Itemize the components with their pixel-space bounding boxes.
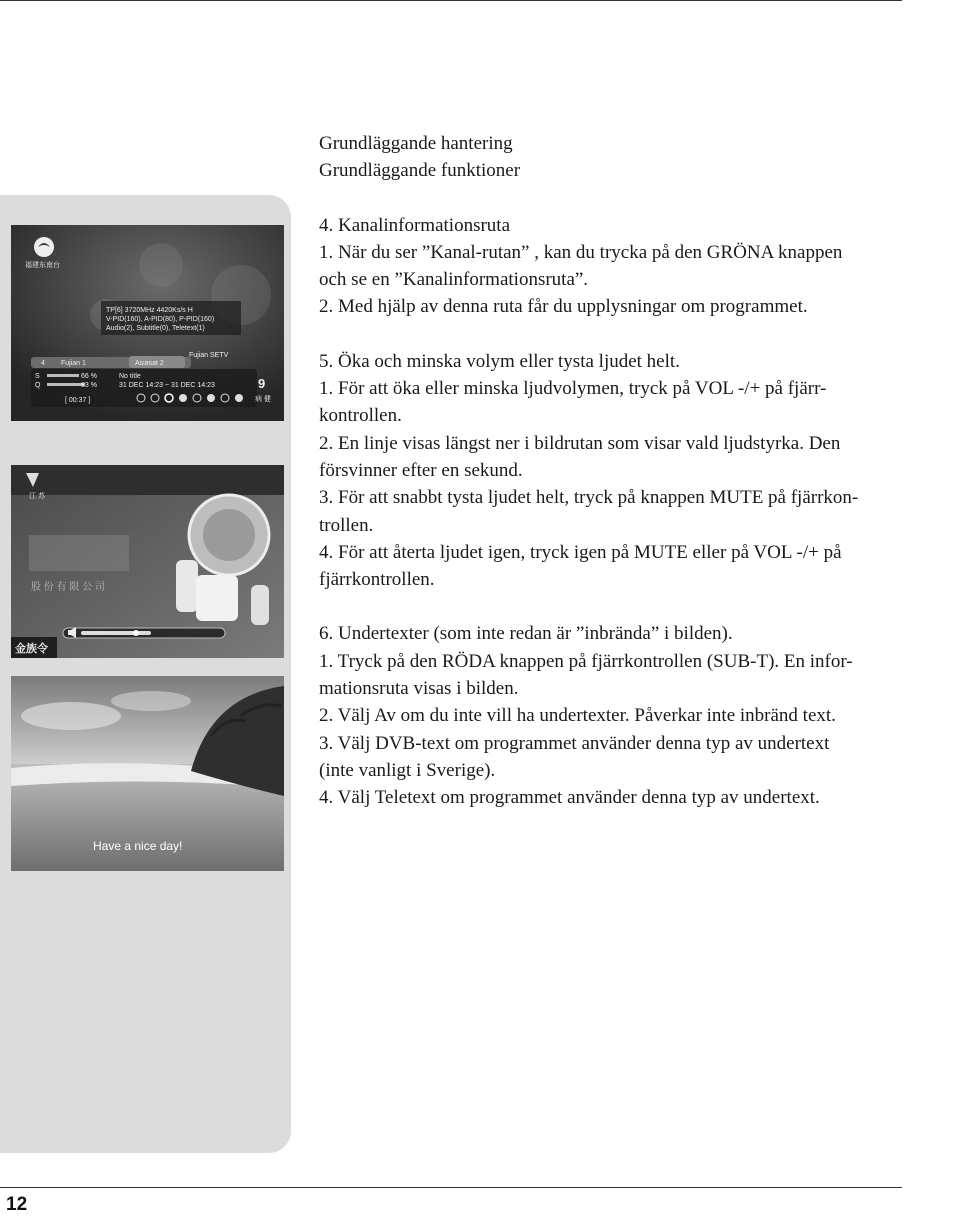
subtitle-text: Have a nice day! bbox=[93, 839, 183, 853]
channel-info-screenshot bbox=[11, 225, 284, 421]
service-name: Fujian SETV bbox=[189, 352, 229, 359]
section-4-title: 4. Kanalinformationsruta bbox=[319, 214, 511, 236]
section-6-line: mationsruta visas i bilden. bbox=[319, 678, 519, 700]
corner-text: 病 健 bbox=[255, 396, 271, 403]
section-5-line: 1. För att öka eller minska ljudvolymen, tryck på VOL -/+ på fjärr- bbox=[319, 378, 827, 400]
section-5-line: 4. För att återta ljudet igen, tryck igen på MUTE eller på VOL -/+ på bbox=[319, 541, 842, 563]
signal-quality-value: 83 % bbox=[81, 382, 97, 389]
section-6-line: 4. Välj Teletext om programmet använder denna typ av undertext. bbox=[319, 787, 820, 809]
clock-readout: [ 00:37 ] bbox=[65, 397, 91, 404]
footer-rule bbox=[0, 1187, 902, 1188]
section-6-line: 3. Välj DVB-text om programmet använder denna typ av undertext bbox=[319, 732, 830, 754]
tp-line-3: Audio(2), Subtitle(0), Teletext(1) bbox=[106, 325, 205, 332]
section-5-line: fjärrkontrollen. bbox=[319, 569, 435, 591]
section-6-line: (inte vanligt i Sverige). bbox=[319, 759, 496, 781]
section-6-title: 6. Undertexter (som inte redan är ”inbrända” i bilden). bbox=[319, 623, 733, 645]
page-number: 12 bbox=[6, 1194, 28, 1215]
channel-name: Fujian 1 bbox=[61, 360, 86, 367]
subtitle-screenshot bbox=[11, 676, 284, 871]
section-4-line: och se en ”Kanalinformationsruta”. bbox=[319, 269, 589, 291]
section-6-line: 2. Välj Av om du inte vill ha undertexter. Påverkar inte inbränd text. bbox=[319, 705, 836, 727]
tp-line-2: V-PID(160), A-PID(80), P-PID(160) bbox=[106, 316, 215, 323]
satellite-name: Asiasat 2 bbox=[135, 360, 164, 367]
section-4-line: 1. När du ser ”Kanal-rutan” , kan du trycka på den GRÖNA knappen bbox=[319, 241, 843, 263]
section-5-line: trollen. bbox=[319, 514, 374, 536]
bottle-icon bbox=[176, 560, 198, 612]
jug-icon bbox=[196, 575, 238, 621]
section-6-line: 1. Tryck på den RÖDA knappen på fjärrkontrollen (SUB-T). En infor- bbox=[319, 650, 853, 672]
section-4-line: 2. Med hjälp av denna ruta får du upplysningar om programmet. bbox=[319, 296, 808, 318]
corner-logo: 金族令 bbox=[15, 643, 48, 655]
text-column bbox=[319, 130, 949, 812]
signal-strength-bar bbox=[47, 374, 79, 377]
volume-level bbox=[81, 631, 151, 635]
heading-1: Grundläggande hantering bbox=[319, 133, 513, 154]
section-5-line: 2. En linje visas längst ner i bildrutan som visar vald ljudstyrka. Den bbox=[319, 432, 841, 454]
section-5-line: 3. För att snabbt tysta ljudet helt, tryck på knappen MUTE på fjärrkon- bbox=[319, 487, 859, 509]
tp-line-1: TP[6] 3720MHz 4420Ks/s H bbox=[106, 307, 193, 314]
small-bottle-icon bbox=[251, 585, 269, 625]
beach-image bbox=[11, 676, 284, 871]
section-5-line: kontrollen. bbox=[319, 405, 402, 427]
volume-image bbox=[11, 465, 284, 658]
signal-strength-label: S bbox=[35, 373, 40, 380]
signal-quality-label: Q bbox=[35, 382, 41, 389]
section-5-line: försvinner efter en sekund. bbox=[319, 459, 523, 481]
number-badge: 9 bbox=[258, 376, 266, 391]
program-time-range: 31 DEC 14:23 ~ 31 DEC 14:23 bbox=[119, 382, 215, 389]
section-5-title: 5. Öka och minska volym eller tysta ljudet helt. bbox=[319, 350, 680, 372]
signal-strength-value: 66 % bbox=[81, 373, 97, 380]
company-text: 股 份 有 限 公 司 bbox=[31, 582, 105, 593]
channel-info-image bbox=[11, 225, 284, 421]
channel-number: 4 bbox=[41, 360, 45, 367]
channel-logo-text: 福建东南台 bbox=[25, 262, 60, 269]
channel-logo-icon bbox=[34, 237, 54, 257]
station-label: 江 苏 bbox=[29, 493, 45, 500]
top-rule bbox=[0, 0, 902, 1]
volume-screenshot bbox=[11, 465, 284, 658]
signal-quality-bar bbox=[47, 383, 85, 386]
program-title: No title bbox=[119, 373, 141, 380]
heading-2: Grundläggande funktioner bbox=[319, 160, 521, 182]
